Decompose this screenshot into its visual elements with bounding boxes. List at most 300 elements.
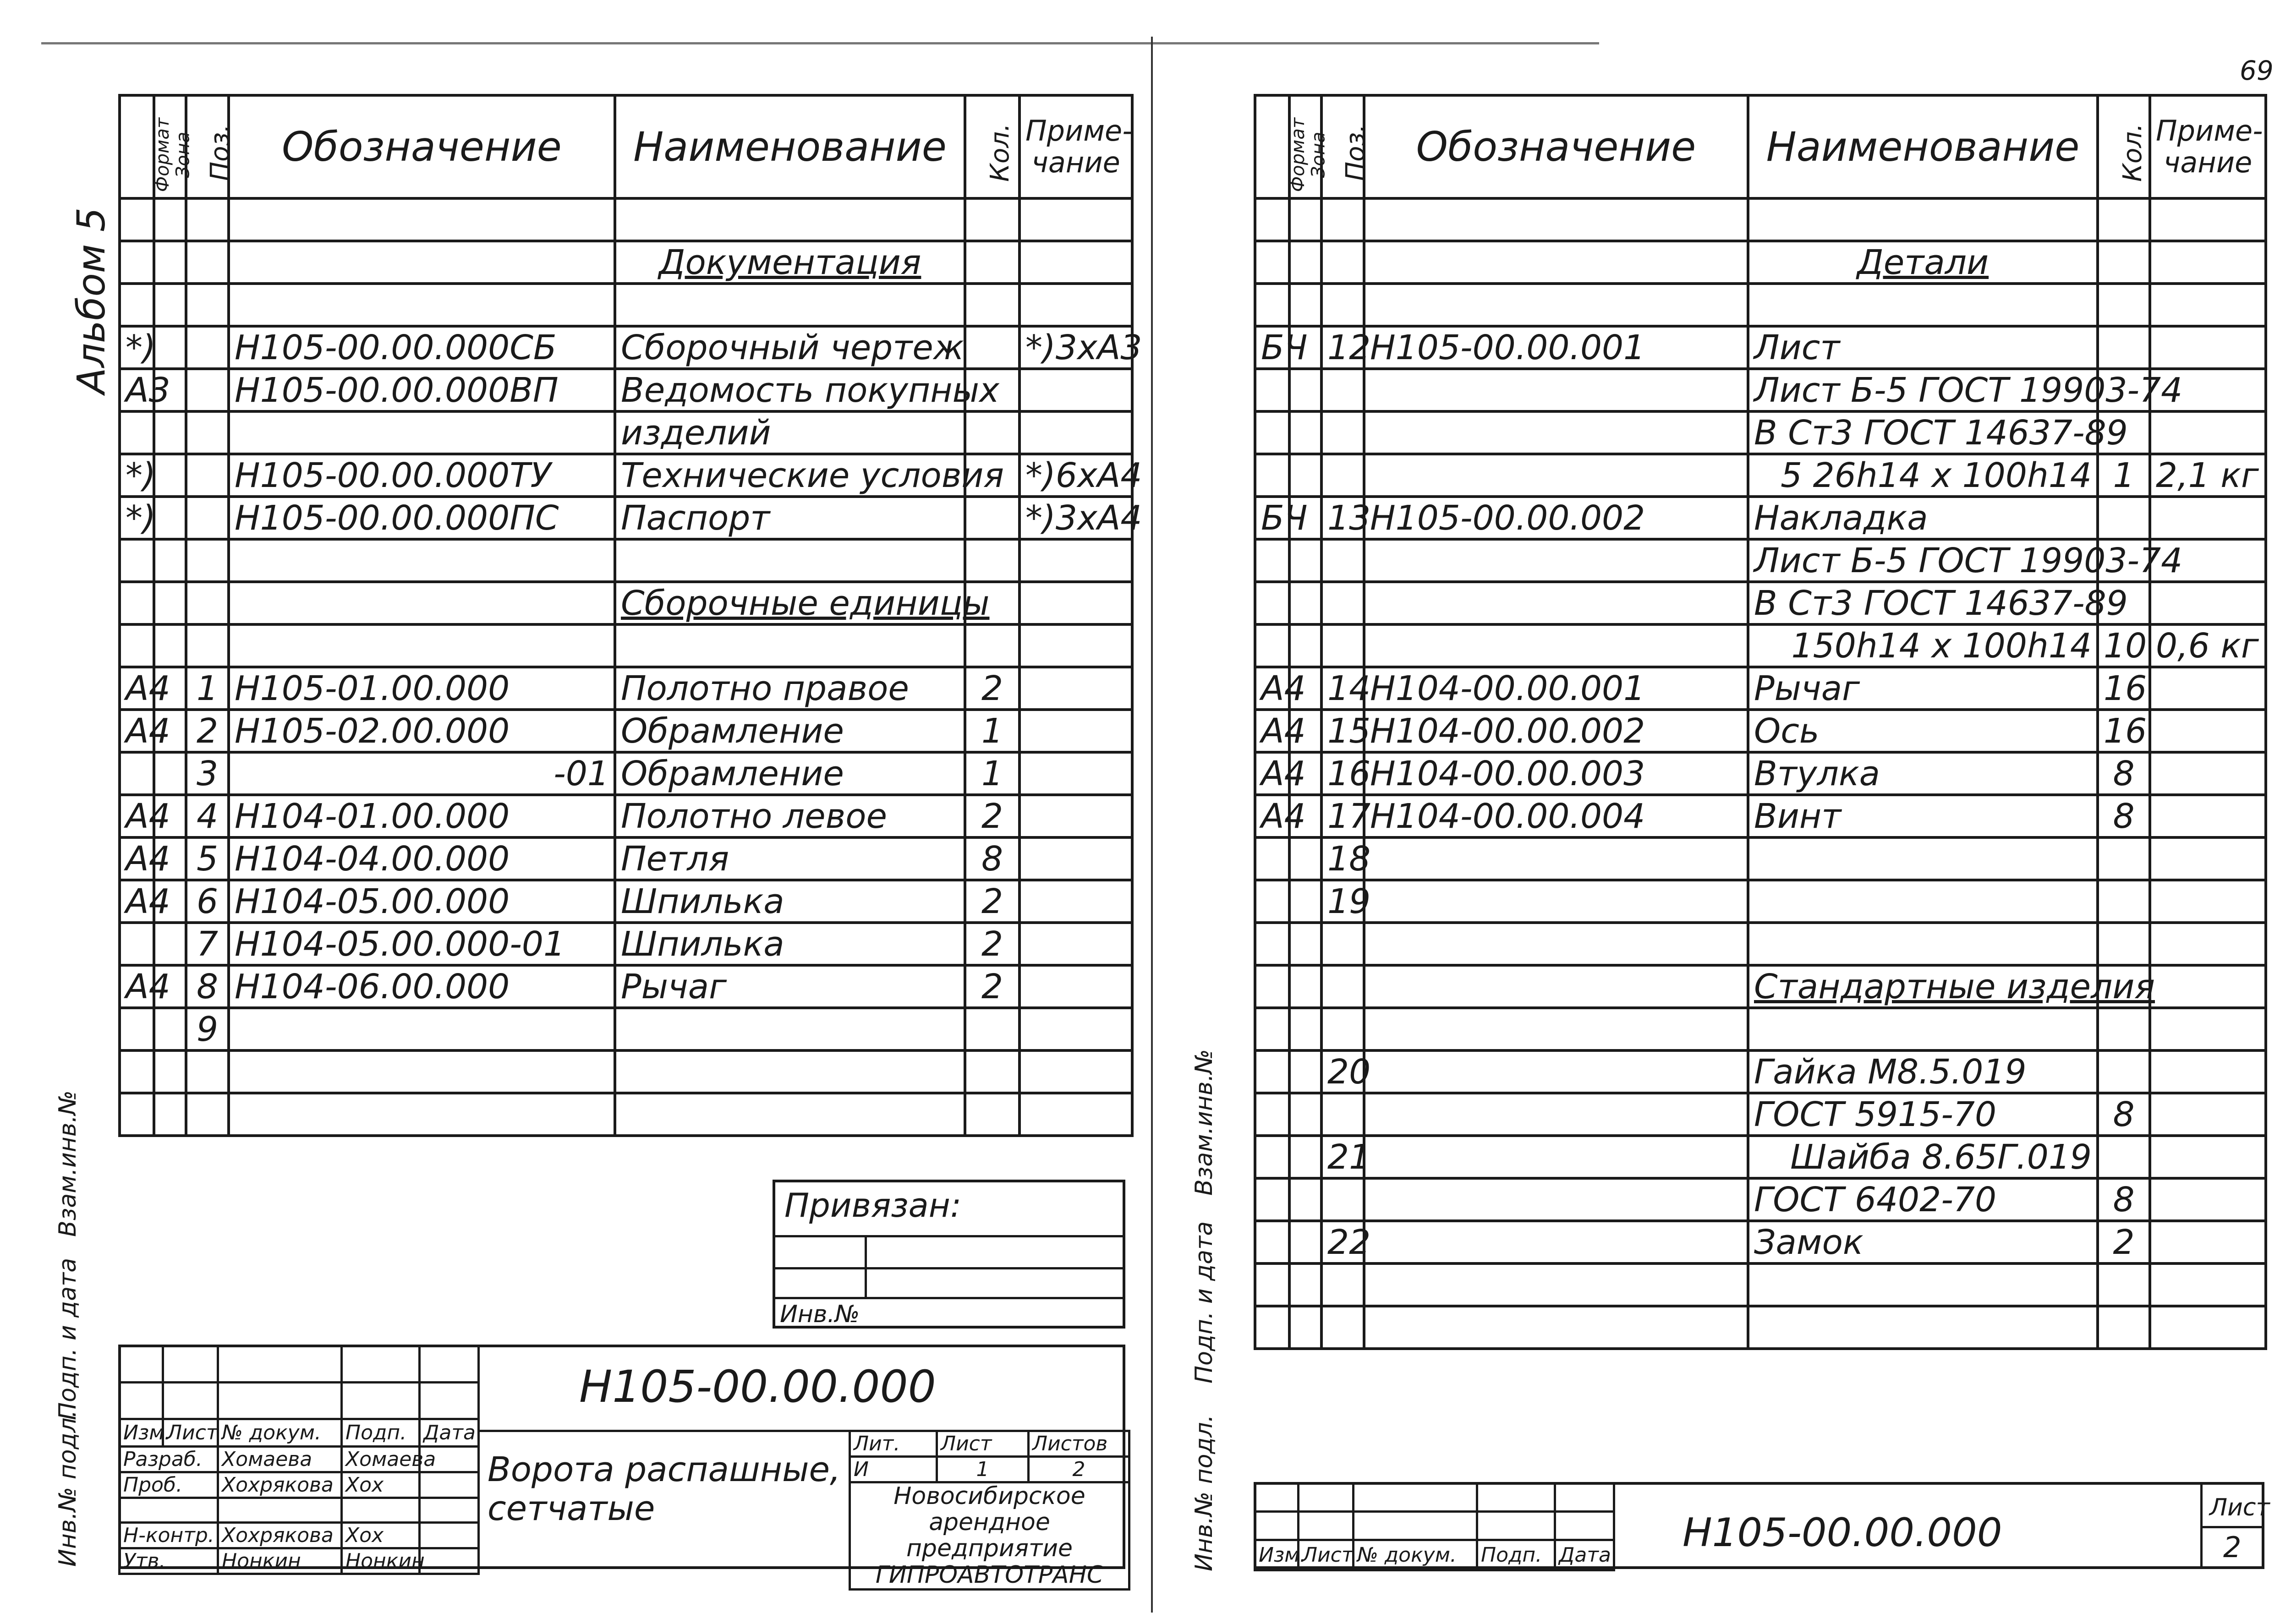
header-designation: Обозначение bbox=[1364, 95, 1748, 198]
cell-note bbox=[2150, 411, 2266, 454]
cell-note bbox=[1019, 795, 1132, 837]
cell-format bbox=[1255, 241, 1289, 284]
cell-zone bbox=[1289, 1306, 1321, 1349]
cell-designation bbox=[1364, 1093, 1748, 1136]
cell-format bbox=[120, 539, 154, 582]
cell-pos bbox=[186, 198, 229, 241]
cell-name: Рычаг bbox=[1748, 667, 2098, 710]
scan-top-edge bbox=[41, 42, 1599, 44]
cell-name: Сборочный чертеж bbox=[615, 326, 965, 369]
cell-format: *) bbox=[120, 454, 154, 497]
cell-pos: 17 bbox=[1321, 795, 1364, 837]
cell-designation bbox=[1364, 241, 1748, 284]
cell-pos bbox=[1321, 1306, 1364, 1349]
cell-format bbox=[1255, 1221, 1289, 1263]
stamp-col-sign: Подп. bbox=[342, 1419, 420, 1447]
cell-designation bbox=[1364, 1306, 1748, 1349]
cell-pos bbox=[1321, 411, 1364, 454]
cell-pos bbox=[1321, 198, 1364, 241]
cell-name: Ось bbox=[1748, 710, 2098, 752]
right-doc-code: Н105-00.00.000 bbox=[1683, 1510, 2002, 1556]
cell-name: Ведомость покупных bbox=[615, 369, 965, 411]
stamp-person: Хохрякова bbox=[218, 1523, 342, 1548]
cell-designation bbox=[229, 241, 615, 284]
table-row bbox=[1255, 667, 2266, 710]
left-spec-table bbox=[118, 94, 1142, 1137]
cell-qty bbox=[2098, 837, 2150, 880]
table-row bbox=[120, 1008, 1132, 1050]
right-title-block bbox=[1254, 1482, 2270, 1569]
cell-designation bbox=[1364, 965, 1748, 1008]
cell-format bbox=[1255, 1093, 1289, 1136]
attached-divider bbox=[775, 1267, 1123, 1269]
cell-zone bbox=[154, 923, 186, 965]
table-row bbox=[120, 1050, 1132, 1093]
cell-pos: 5 bbox=[186, 837, 229, 880]
stamp-signature: Хомаева bbox=[342, 1447, 420, 1472]
cell-zone bbox=[1289, 1050, 1321, 1093]
cell-zone bbox=[1289, 1263, 1321, 1306]
cell-zone bbox=[1289, 369, 1321, 411]
cell-qty bbox=[965, 539, 1019, 582]
cell-pos bbox=[186, 539, 229, 582]
cell-pos: 16 bbox=[1321, 752, 1364, 795]
cell-note bbox=[2150, 1050, 2266, 1093]
table-row bbox=[1255, 1050, 2266, 1093]
right-side-label-replace: Взам.инв.№ bbox=[1190, 1049, 1218, 1196]
table-row bbox=[120, 923, 1132, 965]
cell-designation: Н104-00.00.002 bbox=[1364, 710, 1748, 752]
cell-designation: Н104-00.00.003 bbox=[1364, 752, 1748, 795]
table-row bbox=[120, 624, 1132, 667]
table-row bbox=[1255, 582, 2266, 624]
table-row bbox=[1255, 880, 2266, 923]
table-row bbox=[120, 795, 1132, 837]
table-row bbox=[120, 454, 1132, 497]
cell-note bbox=[2150, 582, 2266, 624]
cell-name: В Ст3 ГОСТ 14637-89 bbox=[1748, 582, 2098, 624]
cell-name: изделий bbox=[615, 411, 965, 454]
cell-qty: 2 bbox=[2098, 1221, 2150, 1263]
stamp-col-sign: Подп. bbox=[1477, 1540, 1555, 1570]
cell-format bbox=[120, 624, 154, 667]
table-row bbox=[1255, 752, 2266, 795]
cell-format bbox=[1255, 1306, 1289, 1349]
cell-pos bbox=[186, 1093, 229, 1136]
cell-zone bbox=[154, 284, 186, 326]
cell-format: А4 bbox=[1255, 795, 1289, 837]
cell-designation: Н105-00.00.002 bbox=[1364, 497, 1748, 539]
left-doc-title: Ворота распашные, сетчатые bbox=[488, 1450, 841, 1529]
cell-designation bbox=[229, 1093, 615, 1136]
cell-format bbox=[1255, 1178, 1289, 1221]
cell-name bbox=[1748, 1306, 2098, 1349]
cell-format bbox=[1255, 1136, 1289, 1178]
cell-name: Петля bbox=[615, 837, 965, 880]
cell-format: БЧ bbox=[1255, 497, 1289, 539]
cell-format: А4 bbox=[120, 837, 154, 880]
cell-note bbox=[2150, 1221, 2266, 1263]
cell-note bbox=[1019, 1008, 1132, 1050]
cell-pos bbox=[1321, 454, 1364, 497]
cell-name: Стандартные изделия bbox=[1748, 965, 2098, 1008]
stamp-col-change: Изм. bbox=[1255, 1540, 1299, 1570]
cell-pos: 14 bbox=[1321, 667, 1364, 710]
header-format: Формат bbox=[1255, 95, 1289, 198]
header-note: Приме-чание bbox=[2150, 95, 2266, 198]
cell-format bbox=[120, 284, 154, 326]
table-row bbox=[1255, 1306, 2266, 1349]
cell-note bbox=[2150, 1306, 2266, 1349]
cell-qty bbox=[965, 1008, 1019, 1050]
cell-name: Шайба 8.65Г.019 bbox=[1748, 1136, 2098, 1178]
cell-qty bbox=[2098, 880, 2150, 923]
stamp-col-docno: № докум. bbox=[218, 1419, 342, 1447]
right-stamp-grid bbox=[1254, 1482, 1615, 1571]
cell-designation: Н104-05.00.000 bbox=[229, 880, 615, 923]
cell-qty: 8 bbox=[2098, 752, 2150, 795]
lit-value: И bbox=[850, 1457, 937, 1482]
cell-zone bbox=[154, 624, 186, 667]
cell-qty: 16 bbox=[2098, 710, 2150, 752]
cell-zone bbox=[154, 411, 186, 454]
table-row bbox=[1255, 497, 2266, 539]
left-side-label-sign: Подп. и дата bbox=[54, 1258, 82, 1420]
cell-zone bbox=[1289, 241, 1321, 284]
cell-format bbox=[120, 1008, 154, 1050]
cell-note bbox=[1019, 880, 1132, 923]
cell-designation bbox=[1364, 369, 1748, 411]
cell-name: Лист Б-5 ГОСТ 19903-74 bbox=[1748, 369, 2098, 411]
cell-note bbox=[1019, 241, 1132, 284]
cell-format bbox=[120, 411, 154, 454]
cell-designation: Н105-00.00.000ТУ bbox=[229, 454, 615, 497]
cell-note bbox=[1019, 539, 1132, 582]
table-row bbox=[1255, 837, 2266, 880]
cell-qty: 2 bbox=[965, 923, 1019, 965]
cell-name: Лист Б-5 ГОСТ 19903-74 bbox=[1748, 539, 2098, 582]
cell-name bbox=[1748, 1008, 2098, 1050]
cell-designation bbox=[1364, 624, 1748, 667]
table-row bbox=[120, 1093, 1132, 1136]
table-row bbox=[1255, 1221, 2266, 1263]
sheets-head: Листов bbox=[1029, 1431, 1129, 1457]
table-row bbox=[120, 582, 1132, 624]
table-row bbox=[1255, 241, 2266, 284]
cell-designation bbox=[1364, 880, 1748, 923]
cell-pos bbox=[1321, 923, 1364, 965]
cell-pos: 18 bbox=[1321, 837, 1364, 880]
cell-designation bbox=[1364, 837, 1748, 880]
table-row bbox=[120, 965, 1132, 1008]
cell-format bbox=[1255, 1008, 1289, 1050]
header-pos: Поз. bbox=[186, 95, 229, 198]
cell-name bbox=[615, 1093, 965, 1136]
cell-zone bbox=[154, 454, 186, 497]
cell-pos: 7 bbox=[186, 923, 229, 965]
cell-pos bbox=[186, 454, 229, 497]
cell-note: *)6хА4 bbox=[1019, 454, 1132, 497]
cell-qty bbox=[965, 326, 1019, 369]
cell-pos: 20 bbox=[1321, 1050, 1364, 1093]
stamp-signature: Нонкин bbox=[342, 1548, 420, 1574]
cell-zone bbox=[1289, 624, 1321, 667]
table-row bbox=[120, 411, 1132, 454]
cell-note bbox=[1019, 582, 1132, 624]
table-row bbox=[120, 326, 1132, 369]
cell-qty bbox=[965, 1093, 1019, 1136]
cell-name bbox=[615, 624, 965, 667]
cell-qty: 8 bbox=[2098, 1093, 2150, 1136]
table-row bbox=[120, 539, 1132, 582]
cell-qty bbox=[2098, 326, 2150, 369]
cell-designation bbox=[1364, 1136, 1748, 1178]
cell-name: Лист bbox=[1748, 326, 2098, 369]
stamp-role: Н-контр. bbox=[120, 1523, 218, 1548]
left-side-label-replace: Взам.инв.№ bbox=[54, 1090, 82, 1237]
cell-pos: 8 bbox=[186, 965, 229, 1008]
cell-note bbox=[2150, 1136, 2266, 1178]
cell-designation bbox=[1364, 284, 1748, 326]
stamp-role: Проб. bbox=[120, 1472, 218, 1498]
left-doc-code: Н105-00.00.000 bbox=[579, 1361, 936, 1412]
cell-note bbox=[2150, 1178, 2266, 1221]
header-qty: Кол. bbox=[2098, 95, 2150, 198]
cell-note bbox=[1019, 1093, 1132, 1136]
cell-designation: Н105-02.00.000 bbox=[229, 710, 615, 752]
cell-qty bbox=[965, 1050, 1019, 1093]
right-sheet-number: 2 bbox=[2223, 1531, 2242, 1564]
table-row bbox=[120, 880, 1132, 923]
cell-pos: 19 bbox=[1321, 880, 1364, 923]
cell-qty bbox=[965, 284, 1019, 326]
cell-zone bbox=[154, 1008, 186, 1050]
cell-pos bbox=[186, 369, 229, 411]
stamp-person: Хомаева bbox=[218, 1447, 342, 1472]
cell-pos: 2 bbox=[186, 710, 229, 752]
cell-zone bbox=[1289, 1221, 1321, 1263]
cell-format bbox=[120, 1093, 154, 1136]
cell-name: Втулка bbox=[1748, 752, 2098, 795]
cell-qty: 2 bbox=[965, 880, 1019, 923]
cell-note bbox=[1019, 198, 1132, 241]
cell-note bbox=[2150, 198, 2266, 241]
table-row bbox=[1255, 710, 2266, 752]
cell-qty: 1 bbox=[965, 752, 1019, 795]
cell-designation: Н105-00.00.000ПС bbox=[229, 497, 615, 539]
cell-note bbox=[1019, 710, 1132, 752]
cell-zone bbox=[1289, 582, 1321, 624]
table-row bbox=[120, 710, 1132, 752]
header-designation: Обозначение bbox=[229, 95, 615, 198]
cell-note bbox=[1019, 411, 1132, 454]
cell-qty: 1 bbox=[965, 710, 1019, 752]
cell-pos bbox=[186, 582, 229, 624]
cell-pos: 21 bbox=[1321, 1136, 1364, 1178]
cell-pos: 6 bbox=[186, 880, 229, 923]
cell-pos bbox=[1321, 1263, 1364, 1306]
cell-name: Обрамление bbox=[615, 752, 965, 795]
table-row bbox=[1255, 1136, 2266, 1178]
right-spec-table bbox=[1254, 94, 2267, 1350]
cell-designation bbox=[1364, 1178, 1748, 1221]
cell-qty bbox=[2098, 497, 2150, 539]
table-row bbox=[1255, 198, 2266, 241]
cell-pos bbox=[186, 241, 229, 284]
title-divider bbox=[477, 1347, 480, 1567]
stamp-role: Разраб. bbox=[120, 1447, 218, 1472]
cell-name bbox=[615, 539, 965, 582]
cell-name: 5 26h14 х 100h14 bbox=[1748, 454, 2098, 497]
cell-zone bbox=[1289, 880, 1321, 923]
stamp-role-row bbox=[120, 1548, 479, 1574]
cell-designation bbox=[1364, 1050, 1748, 1093]
cell-qty bbox=[965, 624, 1019, 667]
attached-label: Привязан: bbox=[784, 1186, 962, 1225]
cell-format bbox=[120, 241, 154, 284]
cell-format bbox=[120, 582, 154, 624]
cell-note bbox=[2150, 667, 2266, 710]
stamp-col-heads bbox=[1255, 1540, 1614, 1570]
cell-format: А4 bbox=[120, 965, 154, 1008]
table-row bbox=[1255, 624, 2266, 667]
cell-pos: 1 bbox=[186, 667, 229, 710]
cell-format bbox=[1255, 284, 1289, 326]
cell-pos: 22 bbox=[1321, 1221, 1364, 1263]
cell-name: Обрамление bbox=[615, 710, 965, 752]
cell-note bbox=[2150, 752, 2266, 795]
attached-divider bbox=[775, 1235, 1123, 1237]
cell-qty bbox=[2098, 1136, 2150, 1178]
cell-format bbox=[1255, 837, 1289, 880]
cell-zone bbox=[154, 497, 186, 539]
cell-designation: Н105-00.00.000ВП bbox=[229, 369, 615, 411]
cell-note bbox=[1019, 284, 1132, 326]
sheet-head: Лист bbox=[937, 1431, 1029, 1457]
cell-designation bbox=[1364, 923, 1748, 965]
cell-qty bbox=[2098, 241, 2150, 284]
cell-pos bbox=[1321, 582, 1364, 624]
cell-pos bbox=[1321, 369, 1364, 411]
stamp-role-row bbox=[120, 1523, 479, 1548]
left-header-row bbox=[120, 95, 1132, 198]
cell-name: Рычаг bbox=[615, 965, 965, 1008]
cell-name bbox=[615, 1050, 965, 1093]
cell-name: Полотно правое bbox=[615, 667, 965, 710]
cell-qty: 2 bbox=[965, 965, 1019, 1008]
header-note: Приме-чание bbox=[1019, 95, 1132, 198]
cell-note: 0,6 кг bbox=[2150, 624, 2266, 667]
cell-note bbox=[2150, 880, 2266, 923]
cell-name bbox=[1748, 880, 2098, 923]
cell-pos bbox=[186, 326, 229, 369]
right-header-row bbox=[1255, 95, 2266, 198]
table-row bbox=[120, 837, 1132, 880]
cell-format bbox=[1255, 1263, 1289, 1306]
cell-name: Детали bbox=[1748, 241, 2098, 284]
cell-designation bbox=[1364, 582, 1748, 624]
cell-qty bbox=[965, 198, 1019, 241]
stamp-signature: Хох bbox=[342, 1472, 420, 1498]
stamp-col-sheet: Лист bbox=[1299, 1540, 1354, 1570]
stamp-col-date: Дата bbox=[420, 1419, 479, 1447]
cell-zone bbox=[154, 752, 186, 795]
table-row bbox=[120, 667, 1132, 710]
sheet-value: 1 bbox=[937, 1457, 1029, 1482]
cell-qty: 2 bbox=[965, 667, 1019, 710]
cell-designation bbox=[229, 1050, 615, 1093]
cell-pos bbox=[1321, 1178, 1364, 1221]
cell-format bbox=[1255, 582, 1289, 624]
cell-format bbox=[1255, 880, 1289, 923]
cell-note bbox=[2150, 710, 2266, 752]
cell-qty: 8 bbox=[2098, 795, 2150, 837]
cell-note bbox=[2150, 1008, 2266, 1050]
cell-designation: Н104-01.00.000 bbox=[229, 795, 615, 837]
cell-zone bbox=[1289, 923, 1321, 965]
table-row bbox=[120, 369, 1132, 411]
cell-pos bbox=[186, 1050, 229, 1093]
cell-zone bbox=[154, 539, 186, 582]
cell-note bbox=[2150, 1093, 2266, 1136]
cell-designation bbox=[229, 411, 615, 454]
cell-zone bbox=[1289, 454, 1321, 497]
cell-name: 150h14 х 100h14 bbox=[1748, 624, 2098, 667]
cell-zone bbox=[154, 582, 186, 624]
cell-name bbox=[615, 1008, 965, 1050]
sheet-fold-line bbox=[1151, 37, 1153, 1613]
stamp-person: Хохрякова bbox=[218, 1472, 342, 1498]
cell-format bbox=[120, 198, 154, 241]
cell-designation: Н104-00.00.001 bbox=[1364, 667, 1748, 710]
cell-name bbox=[1748, 923, 2098, 965]
cell-zone bbox=[154, 198, 186, 241]
cell-pos bbox=[1321, 965, 1364, 1008]
stamp-col-change: Изм. bbox=[120, 1419, 163, 1447]
cell-designation bbox=[1364, 411, 1748, 454]
header-pos: Поз. bbox=[1321, 95, 1364, 198]
cell-note bbox=[2150, 923, 2266, 965]
header-zone: Зона bbox=[1289, 95, 1321, 198]
cell-zone bbox=[1289, 837, 1321, 880]
cell-name: В Ст3 ГОСТ 14637-89 bbox=[1748, 411, 2098, 454]
stamp-col-date: Дата bbox=[1555, 1540, 1614, 1570]
cell-name bbox=[615, 198, 965, 241]
cell-format bbox=[120, 1050, 154, 1093]
table-row bbox=[1255, 326, 2266, 369]
cell-note bbox=[1019, 667, 1132, 710]
cell-note bbox=[1019, 923, 1132, 965]
cell-note: *)3хА4 bbox=[1019, 497, 1132, 539]
left-side-label-inv: Инв.№ подл. bbox=[54, 1410, 82, 1567]
table-row bbox=[1255, 539, 2266, 582]
cell-qty bbox=[2098, 1306, 2150, 1349]
table-row bbox=[1255, 965, 2266, 1008]
cell-zone bbox=[154, 1093, 186, 1136]
cell-pos bbox=[186, 624, 229, 667]
table-row bbox=[1255, 1093, 2266, 1136]
cell-zone bbox=[154, 1050, 186, 1093]
cell-format: А4 bbox=[120, 710, 154, 752]
cell-zone bbox=[1289, 1178, 1321, 1221]
cell-name: Замок bbox=[1748, 1221, 2098, 1263]
cell-name: Технические условия bbox=[615, 454, 965, 497]
cell-format: А3 bbox=[120, 369, 154, 411]
right-sheet-label: Лист bbox=[2209, 1494, 2270, 1521]
cell-zone bbox=[1289, 284, 1321, 326]
cell-zone bbox=[1289, 539, 1321, 582]
cell-designation: Н104-06.00.000 bbox=[229, 965, 615, 1008]
